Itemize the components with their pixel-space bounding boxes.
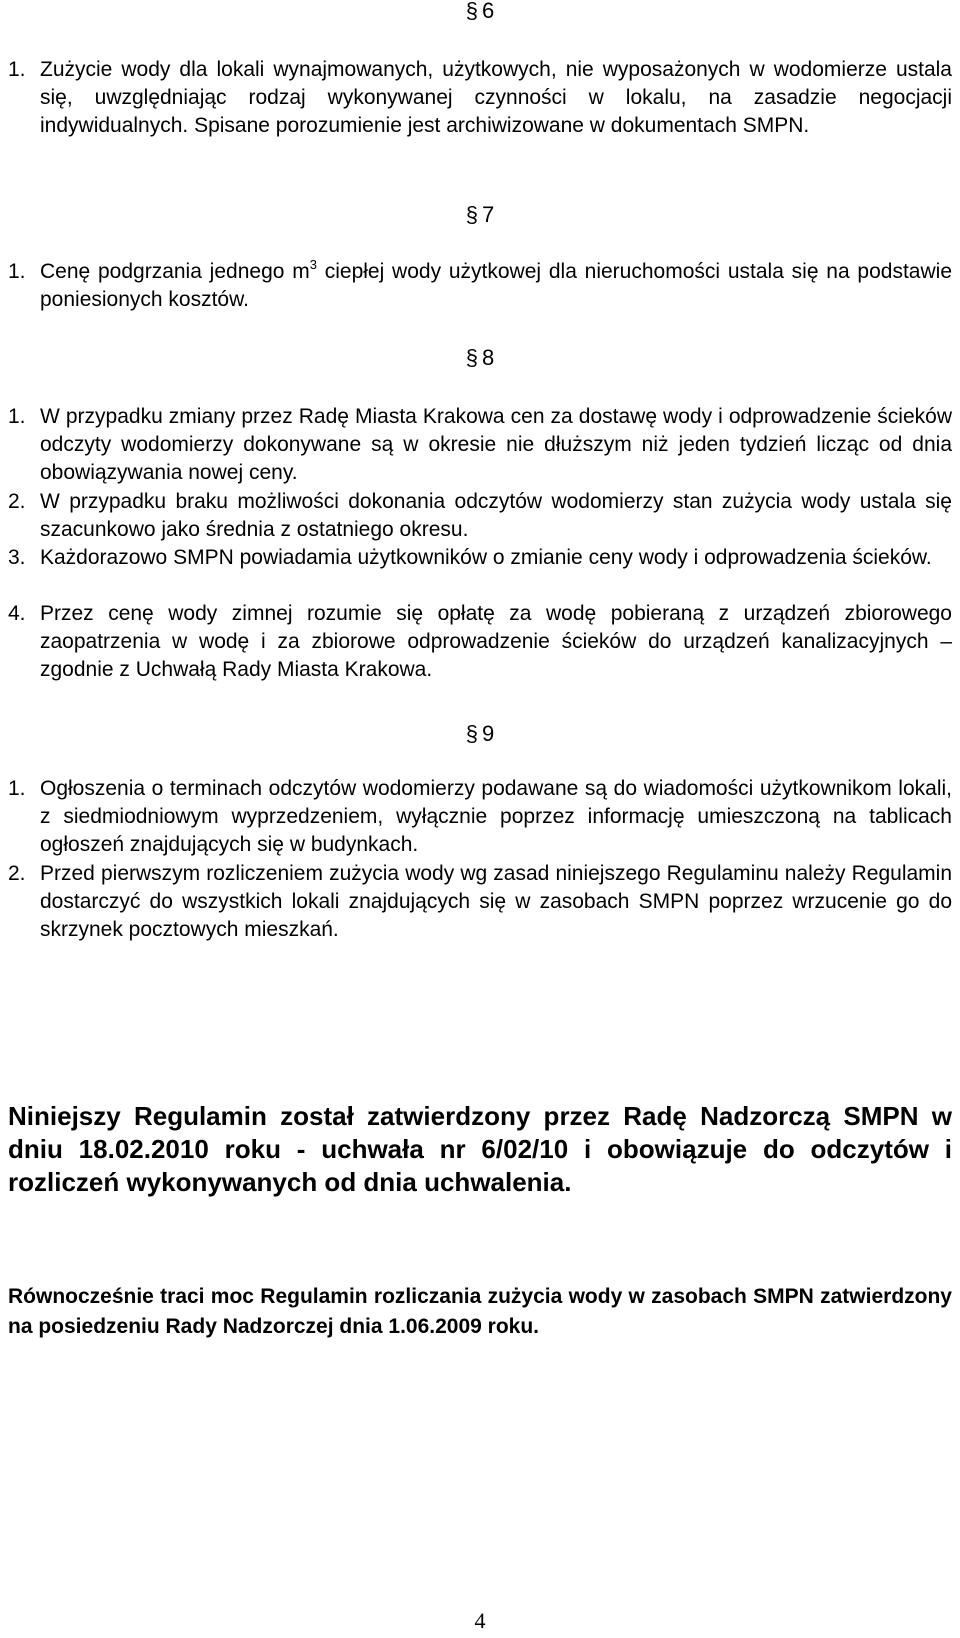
list-item-9-1 [8,775,952,859]
item-text: W przypadku braku możliwości dokonania odczytów wodomierzy stan zużycia wody ustala się szacunkowo jako średnia z ostatniego okresu. [40,490,952,541]
section-heading-8 [0,345,960,371]
list-item-8-4 [8,600,952,684]
section-mark: § [465,202,478,227]
list-item-6-1 [8,56,952,140]
item-text-after: ciepłej wody użytkowej dla nieruchomości ustala się na podstawie poniesionych kosztów. [40,260,952,311]
item-number: 3. [8,546,26,569]
section-mark: § [465,721,478,746]
section-mark: § [465,0,478,23]
list-item-8-3 [8,544,952,572]
item-number: 4. [8,602,26,625]
item-text: Przed pierwszym rozliczeniem zużycia wody wg zasad niniejszego Regulaminu należy Regulamin dostarczyć do wszystkich lokali znajdujących się w zasobach SMPN poprzez wrzucenie go do skrzynek pocztowych mieszkań. [40,862,952,941]
item-number: 2. [8,490,26,513]
item-text: Każdorazowo SMPN powiadamia użytkowników o zmianie ceny wody i odprowadzenia ścieków. [40,546,932,569]
item-number: 1. [8,405,26,428]
superscript: 3 [309,257,317,272]
item-text: W przypadku zmiany przez Radę Miasta Krakowa cen za dostawę wody i odprowadzenie ścieków odczyty wodomierzy dokonywane są w okresie nie dłuższym niż jeden tydzień licząc od dnia obowiązywania nowej ceny. [40,405,952,484]
section-number: 8 [482,345,495,370]
list-item-7-1 [8,258,952,314]
item-text-before: Cenę podgrzania jednego m [40,260,310,283]
item-text [40,258,952,314]
section-heading-7 [0,202,960,228]
section-number: 6 [482,0,495,23]
item-text: Zużycie wody dla lokali wynajmowanych, użytkowych, nie wyposażonych w wodomierze ustala się, uwzględniając rodzaj wykonywanej czynności w lokalu, na zasadzie negocjacji indywidualnych. Spisane porozumienie jest archiwizowane w dokumentach SMPN. [40,58,952,137]
list-item-8-2 [8,488,952,544]
repeal-statement: Równocześnie traci moc Regulamin rozliczania zużycia wody w zasobach SMPN zatwierdzony na posiedzeniu Rady Nadzorczej dnia 1.06.2009 roku. [8,1285,952,1338]
item-number: 1. [8,260,26,283]
section-number: 9 [482,721,495,746]
item-text: Ogłoszenia o terminach odczytów wodomierzy podawane są do wiadomości użytkownikom lokali, z siedmiodniowym wyprzedzeniem, wyłącznie poprzez informację umieszczoną na tablicach ogłoszeń znajdujących się w budynkach. [40,777,952,856]
section-heading-9 [0,721,960,747]
approval-statement: Niniejszy Regulamin został zatwierdzony przez Radę Nadzorczą SMPN w dniu 18.02.2010 roku - uchwała nr 6/02/10 i obowiązuje do odczytów i rozliczeń wykonywanych od dnia uchwalenia. [8,1101,952,1197]
section-number: 7 [482,202,495,227]
item-text: Przez cenę wody zimnej rozumie się opłatę za wodę pobieraną z urządzeń zbiorowego zaopatrzenia w wodę i za zbiorowe odprowadzenie ścieków do urządzeń kanalizacyjnych – zgodnie z Uchwałą Rady Miasta Krakowa. [40,602,952,681]
item-number: 1. [8,777,26,800]
section-mark: § [465,345,478,370]
list-item-9-2 [8,860,952,944]
item-number: 1. [8,58,26,81]
page-number: 4 [474,1608,486,1633]
section-heading-6 [0,0,960,24]
item-number: 2. [8,862,26,885]
list-item-8-1 [8,403,952,487]
